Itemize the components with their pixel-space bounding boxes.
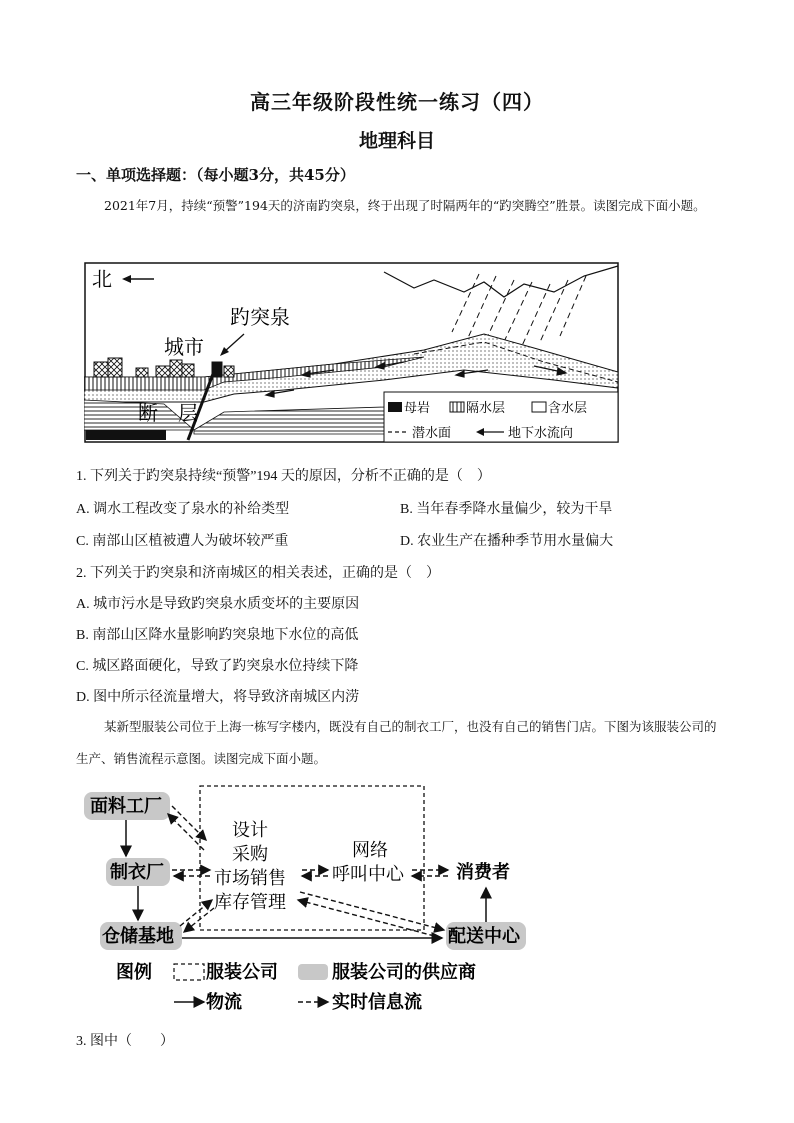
question-1-stem: 1. 下列关于趵突泉持续“预警”194 天的原因，分析不正确的是（ ） <box>76 469 491 484</box>
section-heading: 一、单项选择题：（每小题3分，共45分） <box>76 166 355 184</box>
legend-info-flow: 实时信息流 <box>332 992 422 1013</box>
question-1-option-a[interactable]: A. 调水工程改变了泉水的补给类型 <box>76 502 290 517</box>
call-center-label: 呼叫中心 <box>332 864 404 885</box>
legend-company: 服装公司 <box>206 962 278 983</box>
marketing-label: 市场销售 <box>214 868 286 889</box>
page-title: 高三年级阶段性统一练习（四） <box>250 90 544 114</box>
page-subtitle: 地理科目 <box>358 130 435 152</box>
legend-logistics: 物流 <box>206 992 242 1013</box>
legend-bedrock: 母岩 <box>404 401 431 416</box>
spring-label: 趵突泉 <box>230 305 290 329</box>
question-2-option-c[interactable]: C. 城区路面硬化，导致了趵突泉水位持续下降 <box>76 659 359 674</box>
question-3-stem: 3. 图中（ ） <box>76 1034 174 1049</box>
legend-label: 图例 <box>116 962 152 983</box>
inventory-label: 库存管理 <box>214 892 286 913</box>
delivery-center-label: 配送中心 <box>448 926 520 947</box>
question-2-option-d[interactable]: D. 图中所示径流量增大，将导致济南城区内涝 <box>76 690 360 705</box>
question-2-option-a[interactable]: A. 城市污水是导致趵突泉水质变坏的主要原因 <box>76 597 360 612</box>
figure-spring-cross-section <box>84 262 620 444</box>
city-label: 城市 <box>164 335 204 359</box>
legend-flow: 地下水流向 <box>508 426 574 441</box>
passage-1: 2021年7月，持续“预警”194天的济南趵突泉，终于出现了时隔两年的“趵突腾空”胜景。读图完成下面小题。 <box>104 198 706 213</box>
figure-clothing-company-flow <box>76 780 546 1020</box>
consumer-label: 消费者 <box>456 862 510 883</box>
warehouse-label: 仓储基地 <box>102 926 174 947</box>
fault-label: 断 层 <box>138 401 198 425</box>
network-label: 网络 <box>352 840 388 861</box>
question-2-stem: 2. 下列关于趵突泉和济南城区的相关表述，正确的是（ ） <box>76 566 440 581</box>
question-1-option-d[interactable]: D. 农业生产在播种季节用水量偏大 <box>400 534 614 549</box>
north-label: 北 <box>92 267 112 291</box>
legend-aquiclude: 隔水层 <box>466 401 506 416</box>
garment-factory-label: 制衣厂 <box>110 862 164 883</box>
design-label: 设计 <box>232 820 268 841</box>
legend-aquifer: 含水层 <box>548 401 588 416</box>
purchase-label: 采购 <box>232 844 268 865</box>
question-2-option-b[interactable]: B. 南部山区降水量影响趵突泉地下水位的高低 <box>76 628 359 643</box>
question-1-option-b[interactable]: B. 当年春季降水量偏少，较为干旱 <box>400 502 613 517</box>
legend-water-table: 潜水面 <box>412 426 452 441</box>
passage-2: 某新型服装公司位于上海一栋写字楼内，既没有自己的制衣工厂，也没有自己的销售门店。下图为该服装公司的生产、销售流程示意图。读图完成下面小题。 <box>76 719 717 766</box>
fabric-factory-label: 面料工厂 <box>90 796 162 817</box>
legend-supplier: 服装公司的供应商 <box>332 962 476 983</box>
question-1-option-c[interactable]: C. 南部山区植被遭人为破坏较严重 <box>76 534 289 549</box>
